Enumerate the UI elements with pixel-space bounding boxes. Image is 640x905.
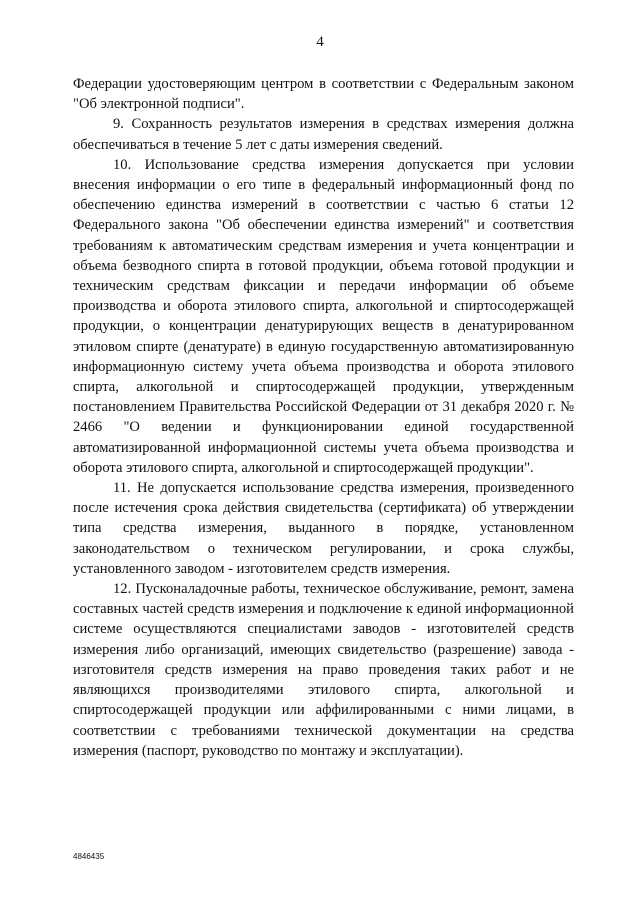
- page-number: 4: [316, 34, 324, 50]
- paragraph-item-12: 12. Пусконаладочные работы, техническое обслуживание, ремонт, замена составных частей средств измерения и подключение к единой информационной системе осуществляются специалистами заводов - изготовителей средств измерения либо организаций, имеющих свидетельство (разрешение) завода - изготовителя средств измерения на право проведения таких работ и не являющихся производителями этилового спирта, алкогольной и спиртосодержащей продукции или аффилированными с ними лицами, в соответствии с требованиями технической документации на средства измерения (паспорт, руководство по монтажу и эксплуатации).: [73, 581, 574, 759]
- paragraph-continuation: Федерации удостоверяющим центром в соответствии с Федеральным законом "Об электронной подписи".: [73, 76, 574, 113]
- paragraph-item-10: 10. Использование средства измерения допускается при условии внесения информации о его типе в федеральный информационный фонд по обеспечению единства измерений в соответствии с частью 6 статьи 12 Федерального закона "Об обеспечении единства измерений" и соответствия требованиям к автоматическим средствам измерения и учета концентрации и объема безводного спирта в готовой продукции, объема готовой продукции и техническим средствам фиксации и передачи информации об объеме производства и оборота этилового спирта, алкогольной и спиртосодержащей продукции, о концентрации денатурирующих веществ в денатурированном этиловом спирте (денатурате) в единую государственную автоматизированную информационную систему учета объема производства и оборота этилового спирта, алкогольной и спиртосодержащей продукции, утвержденным постановлением Правительства Российской Федерации от 31 декабря 2020 г. № 2466 "О ведении и функционировании единой государственной автоматизированной информационной системы учета объема производства и оборота этилового спирта, алкогольной и спиртосодержащей продукции".: [73, 156, 574, 476]
- paragraph-item-11: 11. Не допускается использование средства измерения, произведенного после истечения срока действия свидетельства (сертификата) об утверждении типа средства измерения, выданного в порядке, установленном законодательством о техническом регулировании, и срока службы, установленного заводом - изготовителем средств измерения.: [73, 480, 574, 577]
- paragraph-item-9: 9. Сохранность результатов измерения в средствах измерения должна обеспечиваться в течение 5 лет с даты измерения сведений.: [73, 116, 574, 153]
- document-id: 4846435: [73, 852, 105, 861]
- document-body: [73, 74, 574, 761]
